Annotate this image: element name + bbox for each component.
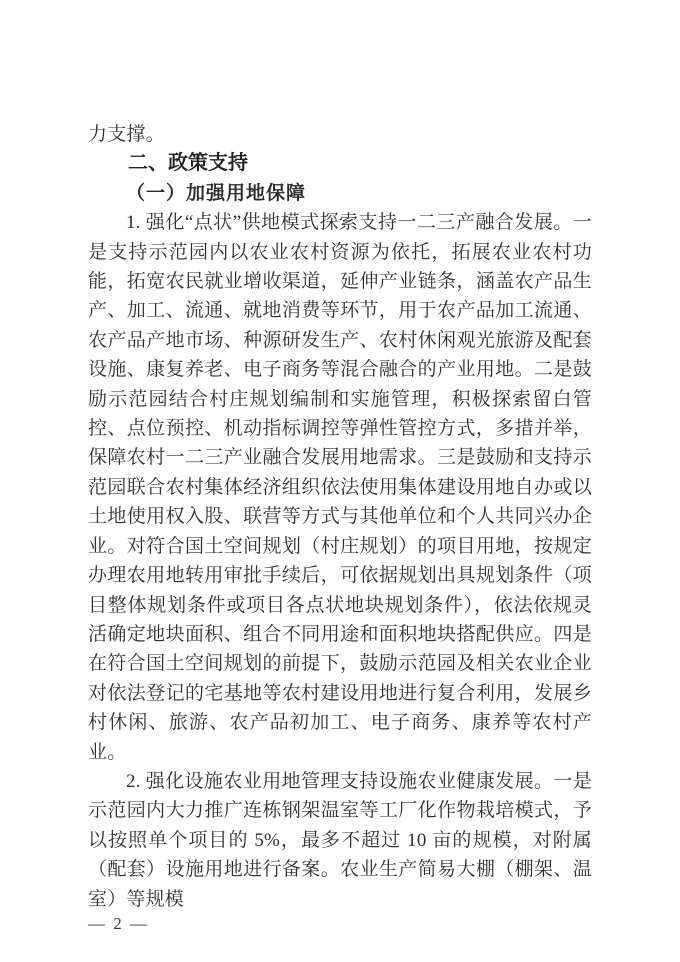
section-heading-policy-support: 二、政策支持 (128, 152, 248, 175)
page-number: — 2 — (88, 914, 149, 933)
paragraph-point-2: 2. 强化设施农业用地管理支持设施农业健康发展。一是示范园内大力推广连栋钢架温室等工厂化作物栽培模式，予以按照单个项目的 5%，最多不超过 10 亩的规模，对附属（配套）设施用地进行备案。农业生产简易大棚（棚架、温室）等规模 (88, 770, 592, 910)
document-body (88, 120, 592, 914)
paragraph-continuation: 力支撑。 (88, 124, 165, 145)
subsection-heading-land-use-guarantee: （一）加强用地保障 (126, 182, 307, 204)
paragraph-point-1: 1. 强化“点状”供地模式探索支持一二三产融合发展。一是支持示范园内以农业农村资源为依托，拓展农业农村功能，拓宽农民就业增收渠道，延伸产业链条，涵盖农产品生产、加工、流通、就地消费等环节，用于农产品加工流通、农产品产地市场、种源研发生产、农村休闲观光旅游及配套设施、康复养老、电子商务等混合融合的产业用地。二是鼓励示范园结合村庄规划编制和实施管理，积极探索留白管控、点位预控、机动指标调控等弹性管控方式，多措并举，保障农村一二三产业融合发展用地需求。三是鼓励和支持示范园联合农村集体经济组织依法使用集体建设用地自办或以土地使用权入股、联营等方式与其他单位和个人共同兴办企业。对符合国土空间规划（村庄规划）的项目用地，按规定办理农用地转用审批手续后，可依据规划出具规划条件（项目整体规划条件或项目各点状地块规划条件），依法依规灵活确定地块面积、组合不同用途和面积地块搭配供应。四是在符合国土空间规划的前提下，鼓励示范园及相关农业企业对依法登记的宅基地等农村建设用地进行复合利用，发展乡村休闲、旅游、农产品初加工、电子商务、康养等农村产业。 (88, 212, 592, 763)
